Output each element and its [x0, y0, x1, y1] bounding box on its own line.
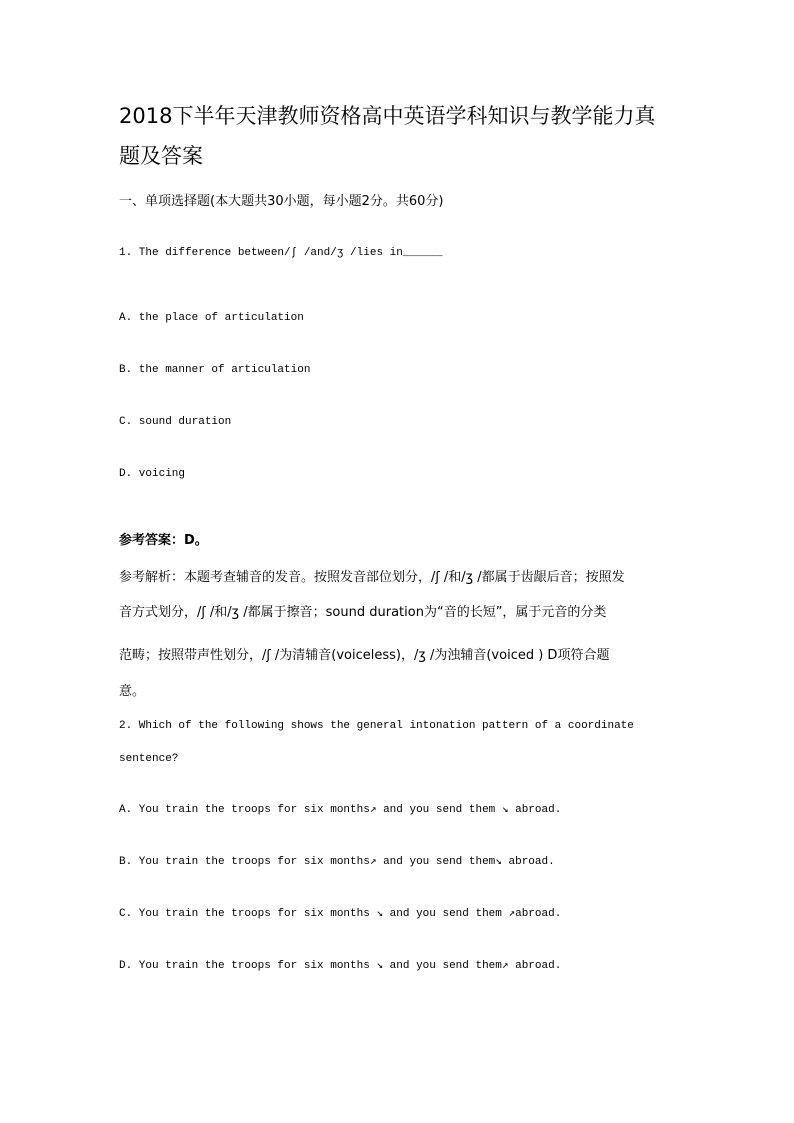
question-1-explanation-line: 意。	[119, 684, 146, 699]
document-title-line-1: 2018下半年天津教师资格高中英语学科知识与教学能力真	[119, 104, 656, 128]
question-1-option-b: B. the manner of articulation	[119, 364, 311, 376]
question-2-stem-line-2: sentence?	[119, 753, 179, 765]
question-2-stem-line-1: 2. Which of the following shows the general intonation pattern of a coordinate	[119, 720, 634, 732]
question-1-stem: 1. The difference between/ʃ /and/ʒ /lies in______	[119, 247, 443, 259]
question-1-answer: 参考答案：D。	[119, 533, 208, 548]
question-2-option-a: A. You train the troops for six months↗ and you send them ↘ abroad.	[119, 804, 562, 816]
question-2-option-d: D. You train the troops for six months ↘ and you send them↗ abroad.	[119, 960, 562, 972]
question-1-explanation-line: 音方式划分，/ʃ /和/ʒ /都属于擦音；sound duration为“音的长短”，属于元音的分类	[119, 605, 607, 620]
document-title-line-2: 题及答案	[119, 144, 203, 168]
question-2-option-b: B. You train the troops for six months↗ and you send them↘ abroad.	[119, 856, 555, 868]
question-1-option-c: C. sound duration	[119, 416, 232, 428]
section-heading: 一、单项选择题(本大题共30小题，每小题2分。共60分)	[119, 194, 444, 209]
question-1-option-a: A. the place of articulation	[119, 312, 304, 324]
question-1-explanation-line: 范畴；按照带声性划分，/ʃ /为清辅音(voiceless)，/ʒ /为浊辅音(voiced ) D项符合题	[119, 648, 610, 663]
question-2-option-c: C. You train the troops for six months ↘ and you send them ↗abroad.	[119, 908, 562, 920]
question-1-option-d: D. voicing	[119, 468, 186, 480]
question-1-explanation-line: 参考解析：本题考查辅音的发音。按照发音部位划分，/ʃ /和/ʒ /都属于齿龈后音；按照发	[119, 570, 625, 585]
